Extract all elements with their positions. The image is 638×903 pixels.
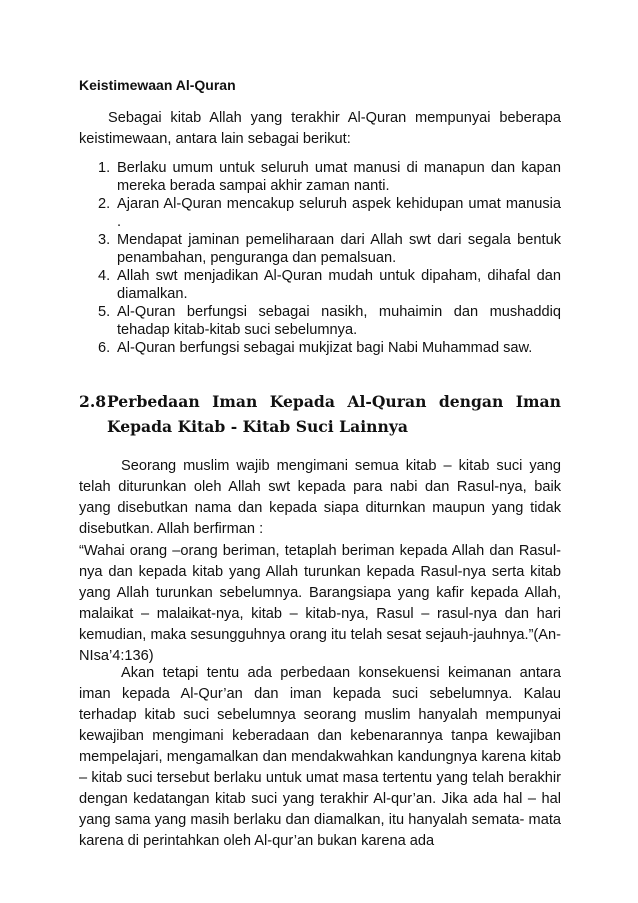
paragraph-1 [79, 456, 561, 540]
list-item-number: 4. [98, 268, 111, 284]
paragraph-1-text: Seorang muslim wajib mengimani semua kitab – kitab suci yang telah diturunkan oleh Allah swt kepada para nabi dan Rasul-nya, baik yang disebutkan nama dan kepada siapa diturnkan maupun yang tidak disebutkan. Allah berfirman : [79, 458, 561, 537]
keistimewaan-list [79, 159, 561, 357]
section-title: Perbedaan Iman Kepada Al-Quran dengan Iman Kepada Kitab - Kitab Suci Lainnya [107, 392, 561, 436]
list-item-number: 2. [98, 196, 111, 212]
list-item-number: 6. [98, 340, 111, 356]
list-item-number: 1. [98, 160, 111, 176]
intro-heading: Keistimewaan Al-Quran [79, 77, 236, 93]
document-page [79, 0, 561, 903]
list-item-text: Berlaku umum untuk seluruh umat manusi di manapun dan kapan mereka berada sampai akhir zaman nanti. [117, 160, 561, 194]
paragraph-2-text: Akan tetapi tentu ada perbedaan konsekuensi keimanan antara iman kepada Al-Qur’an dan iman kepada suci sebelumnya. Kalau terhadap kitab suci sebelumnya seorang muslim hanyalah mempunyai kewajiban mengimani keberadaan dan kebenarannya tanpa kewajiban mempelajari, mengamalkan dan mendakwahkan kandungnya karena kitab – kitab suci tersebut berlaku untuk umat masa tertentu yang telah berakhir dengan kedatangan kitab suci yang terakhir Al-qur’an. Jika ada hal – hal yang sama yang masih berlaku dan diamalkan, itu hanyalah semata- mata karena di perintahkan oleh Al-qur’an bukan karena ada [79, 665, 561, 849]
list-item-text: Ajaran Al-Quran mencakup seluruh aspek kehidupan umat manusia . [117, 196, 561, 230]
section-number: 2.8 [79, 392, 107, 411]
quote-paragraph [79, 541, 561, 667]
list-item [79, 159, 561, 195]
list-item-text: Mendapat jaminan pemeliharaan dari Allah swt dari segala bentuk penambahan, penguranga dan pemalsuan. [117, 232, 561, 266]
quote-text: “Wahai orang –orang beriman, tetaplah beriman kepada Allah dan Rasul-nya dan kepada kitab yang Allah turunkan kepada Rasul-nya serta kitab yang Allah turunkan sebelumnya. Barangsiapa yang kafir kepada Allah, malaikat – malaikat-nya, kitab – kitab-nya, Rasul – rasul-nya dan hari kemudian, maka sesungguhnya orang itu telah sesat sejauh-jauhnya.”(An-NIsa’4:136) [79, 543, 561, 664]
list-item-text: Al-Quran berfungsi sebagai nasikh, muhaimin dan mushaddiq tehadap kitab-kitab suci sebelumnya. [117, 304, 561, 338]
list-item-number: 5. [98, 304, 111, 320]
list-item-number: 3. [98, 232, 111, 248]
list-item [79, 231, 561, 267]
paragraph-2 [79, 663, 561, 852]
intro-paragraph [79, 108, 561, 150]
list-item [79, 303, 561, 339]
list-item [79, 339, 561, 357]
list-item-text: Allah swt menjadikan Al-Quran mudah untuk dipaham, dihafal dan diamalkan. [117, 268, 561, 302]
list-item-text: Al-Quran berfungsi sebagai mukjizat bagi Nabi Muhammad saw. [117, 340, 533, 356]
section-heading [79, 389, 561, 439]
list-item [79, 267, 561, 303]
list-item [79, 195, 561, 231]
intro-paragraph-text: Sebagai kitab Allah yang terakhir Al-Quran mempunyai beberapa keistimewaan, antara lain sebagai berikut: [79, 110, 561, 147]
